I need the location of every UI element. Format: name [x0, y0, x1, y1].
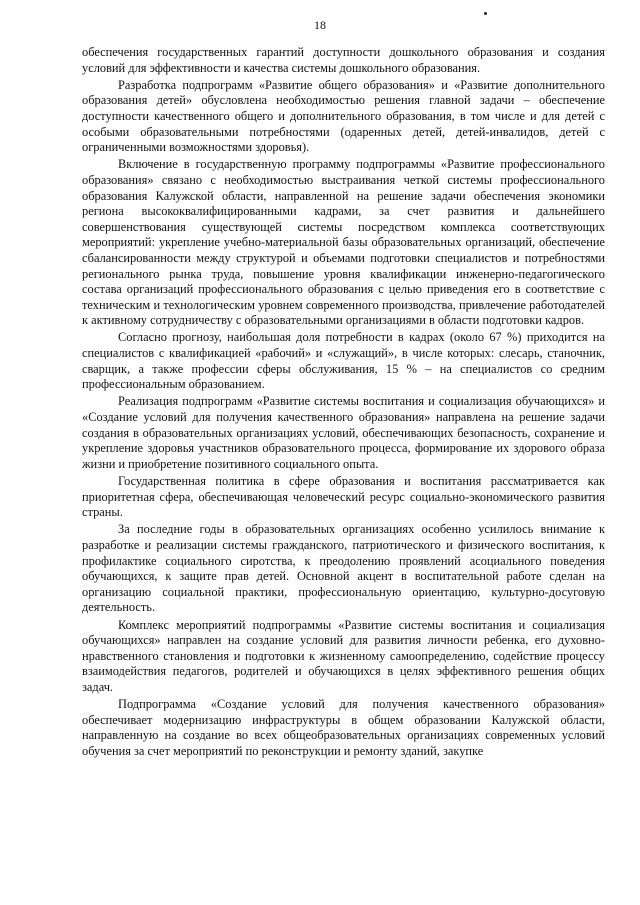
paragraph-4: Согласно прогнозу, наибольшая доля потребности в кадрах (около 67 %) приходится на специалистов с квалификацией «рабочий» и «служащий», в числе которых: слесарь, станочник, сварщик, а также профессии сферы обслуживания, 15 % – на специалистов со средним профессиональным образованием. [82, 330, 605, 392]
paragraph-5: Реализация подпрограмм «Развитие системы воспитания и социализация обучающихся» и «Создание условий для получения качественного образования» направлена на решение задачи создания в образовательных организациях условий, обеспечивающих безопасность, сохранение и укрепление здоровья участников образовательного процесса, формирование их здорового образа жизни и приобретение позитивного социального опыта. [82, 394, 605, 471]
document-body [82, 45, 605, 761]
paragraph-8: Комплекс мероприятий подпрограммы «Развитие системы воспитания и социализация обучающихся» направлен на создание условий для развития личности ребенка, его духовно-нравственного становления и подготовки к жизненному самоопределению, содействие процессу взаимодействия педагогов, родителей и обучающихся в целях эффективного решения общих задач. [82, 617, 605, 694]
paragraph-2: Разработка подпрограмм «Развитие общего образования» и «Развитие дополнительного образования детей» обусловлена необходимостью решения главной задачи – обеспечение доступности качественного общего и дополнительного образования, в том числе и для детей с особыми образовательными потребностями (одаренных детей, детей-инвалидов, детей с ограниченными возможностями здоровья). [82, 77, 605, 155]
paragraph-6: Государственная политика в сфере образования и воспитания рассматривается как приоритетная сфера, обеспечивающая человеческий ресурс социально-экономического развития страны. [82, 474, 605, 520]
paragraph-9: Подпрограмма «Создание условий для получения качественного образования» обеспечивает модернизацию инфраструктуры в общем образовании Калужской области, направленную на создание во всех общеобразовательных организациях современных условий обучения за счет мероприятий по реконструкции и ремонту зданий, закупке [82, 697, 605, 758]
page-number: 18 [314, 18, 326, 32]
scan-speck [484, 12, 487, 15]
paragraph-7: За последние годы в образовательных организациях особенно усилилось внимание к разработке и реализации системы гражданского, патриотического и физического воспитания, к профилактике социального сиротства, к преодолению проявлений асоциального поведения обучающихся, к защите прав детей. Основной акцент в воспитательной работе сделан на организацию социальной практики, профессиональную ориентацию, культурно-досуговую деятельность. [82, 522, 605, 615]
paragraph-3: Включение в государственную программу подпрограммы «Развитие профессионального образования» связано с необходимостью выстраивания четкой системы профессионального образования Калужской области, направленной на решение задачи обеспечения экономики региона высококвалифицированными кадрами, за счет развития и дальнейшего совершенствования существующей системы посредством комплекса соответствующих мероприятий: укрепление учебно-материальной базы образовательных организаций, обеспечение сбалансированности между структурой и объемами подготовки специалистов и потребностями регионального рынка труда, повышение уровня квалификации инженерно-педагогического состава организаций профессионального образования с целью приведения его в соответствие с техническим и технологическим уровнем современного производства, привлечение работодателей к активному сотрудничеству с образовательными организациями в области подготовки кадров. [82, 157, 605, 328]
paragraph-1: обеспечения государственных гарантий доступности дошкольного образования и создания условий для эффективности и качества системы дошкольного образования. [82, 45, 605, 75]
